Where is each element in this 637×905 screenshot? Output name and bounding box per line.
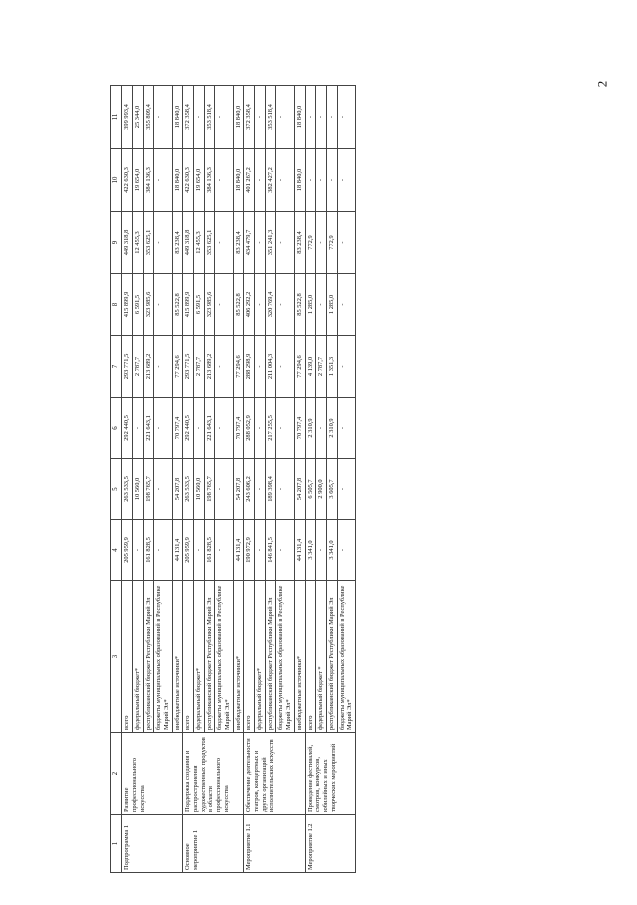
amount-cell: 382 427,2 [265,149,276,212]
amount-cell: 54 207,8 [172,459,183,520]
amount-cell: - [337,520,355,581]
amount-cell: - [154,86,172,149]
amount-cell: 77 294,6 [233,336,244,398]
amount-cell: 449 318,8 [122,212,133,274]
program-code-cell: Подпрограмма 1 [122,815,183,873]
amount-cell: 161 828,5 [143,520,154,581]
column-header: 2 [111,733,122,815]
funding-source-cell: внебюджетные источники* [294,581,305,733]
funding-source-cell: республиканский бюджет Республики Марий Эл [143,581,154,733]
amount-cell: 70 797,4 [172,398,183,459]
amount-cell: 146 841,5 [265,520,276,581]
funding-source-cell: республиканский бюджет Республики Марий Эл [265,581,276,733]
amount-cell: 372 358,4 [183,86,194,149]
amount-cell: 3 341,0 [326,520,337,581]
amount-cell: 422 630,3 [122,149,133,212]
amount-cell: 83 238,4 [294,212,305,274]
amount-cell: 384 136,3 [204,149,215,212]
amount-cell: - [215,149,233,212]
column-header: 9 [111,212,122,274]
program-title-cell: Поддержка создания и распространения художественных продуктов в области профессионального искусства [183,733,244,815]
program-code-cell: Мероприятие 1.1 [244,815,305,873]
amount-cell: 263 533,5 [122,459,133,520]
amount-cell: - [276,336,294,398]
amount-cell: 83 238,4 [172,212,183,274]
amount-cell: - [215,274,233,336]
amount-cell: - [255,520,266,581]
amount-cell: 77 294,6 [172,336,183,398]
amount-cell: - [215,212,233,274]
amount-cell: 323 985,6 [204,274,215,336]
amount-cell: - [337,336,355,398]
amount-cell: 2 310,9 [305,398,316,459]
amount-cell: - [326,149,337,212]
funding-source-cell: республиканский бюджет Республики Марий Эл [326,581,337,733]
amount-cell: - [132,520,143,581]
amount-cell: 292 440,5 [183,398,194,459]
column-header: 7 [111,336,122,398]
rotated-page-content [110,86,482,873]
amount-cell: 449 318,8 [183,212,194,274]
amount-cell: 323 985,6 [143,274,154,336]
amount-cell: - [215,86,233,149]
amount-cell: 10 560,0 [193,459,204,520]
amount-cell: 18 840,0 [294,86,305,149]
funding-source-cell: всего [305,581,316,733]
amount-cell: - [337,274,355,336]
amount-cell: 399 993,4 [122,86,133,149]
funding-source-cell: бюджеты муниципальных образований в Республике Марий Эл* [154,581,172,733]
funding-source-cell: бюджеты муниципальных образований в Республике Марий Эл* [276,581,294,733]
amount-cell: 221 643,1 [204,398,215,459]
amount-cell: 6 591,5 [193,274,204,336]
amount-cell: 10 560,0 [132,459,143,520]
amount-cell: 83 238,4 [233,212,244,274]
amount-cell: 19 654,0 [132,149,143,212]
amount-cell: 1 351,3 [326,336,337,398]
amount-cell: 2 310,9 [326,398,337,459]
amount-cell: - [316,212,327,274]
amount-cell: 288 052,9 [244,398,255,459]
amount-cell: 205 959,9 [122,520,133,581]
amount-cell: 12 455,3 [193,212,204,274]
amount-cell: 6 505,7 [305,459,316,520]
column-header: 10 [111,149,122,212]
column-header: 6 [111,398,122,459]
funding-source-cell: бюджеты муниципальных образований в Республике Марий Эл* [337,581,355,733]
amount-cell: 288 298,9 [244,336,255,398]
amount-cell: - [337,86,355,149]
amount-cell: 243 606,2 [244,459,255,520]
amount-cell: - [255,86,266,149]
amount-cell: 198 765,7 [204,459,215,520]
amount-cell: - [316,520,327,581]
rotated-table-area [110,86,482,873]
amount-cell: - [316,86,327,149]
program-code-cell: Мероприятие 1.2 [305,815,355,873]
amount-cell: 189 398,4 [265,459,276,520]
amount-cell: 6 591,5 [132,274,143,336]
amount-cell: - [154,274,172,336]
amount-cell: - [132,398,143,459]
amount-cell: 384 136,3 [143,149,154,212]
amount-cell: 353 625,1 [143,212,154,274]
amount-cell: 320 769,4 [265,274,276,336]
amount-cell: - [276,459,294,520]
funding-source-cell: бюджеты муниципальных образований в Республике Марий Эл* [215,581,233,733]
amount-cell: 772,9 [326,212,337,274]
amount-cell: - [154,398,172,459]
amount-cell: - [276,149,294,212]
funding-source-cell: внебюджетные источники* [172,581,183,733]
amount-cell: 415 899,9 [183,274,194,336]
amount-cell: - [193,398,204,459]
amount-cell: 205 959,9 [183,520,194,581]
amount-cell: 190 972,9 [244,520,255,581]
amount-cell: 85 522,8 [294,274,305,336]
amount-cell: 18 840,0 [294,149,305,212]
amount-cell: 77 294,6 [294,336,305,398]
amount-cell: 198 765,7 [143,459,154,520]
amount-cell: - [215,459,233,520]
column-header: 1 [111,815,122,873]
amount-cell: - [154,336,172,398]
amount-cell: 213 689,2 [143,336,154,398]
amount-cell: 211 004,3 [265,336,276,398]
table-row [244,86,255,873]
column-header: 11 [111,86,122,149]
amount-cell: 85 522,8 [172,274,183,336]
amount-cell: - [305,86,316,149]
amount-cell: 351 241,3 [265,212,276,274]
amount-cell: 772,9 [305,212,316,274]
amount-cell: 221 643,1 [143,398,154,459]
funding-source-cell: федеральный бюджет* [255,581,266,733]
amount-cell: - [215,398,233,459]
amount-cell: 263 533,5 [183,459,194,520]
amount-cell: 292 440,5 [122,398,133,459]
amount-cell: 85 522,8 [233,274,244,336]
column-header: 5 [111,459,122,520]
amount-cell: 70 797,4 [233,398,244,459]
amount-cell: 19 654,0 [193,149,204,212]
amount-cell: - [255,274,266,336]
amount-cell: 1 285,0 [326,274,337,336]
amount-cell: 3 341,0 [305,520,316,581]
amount-cell: 353 518,4 [204,86,215,149]
amount-cell: 434 479,7 [244,212,255,274]
amount-cell: - [154,520,172,581]
amount-cell: 293 771,5 [183,336,194,398]
funding-source-cell: всего [244,581,255,733]
table-row [122,86,133,873]
amount-cell: - [154,459,172,520]
amount-cell: - [255,336,266,398]
funding-source-cell: федеральный бюджет * [316,581,327,733]
funding-source-cell: республиканский бюджет Республики Марий Эл [204,581,215,733]
amount-cell: - [255,149,266,212]
table-row [183,86,194,873]
amount-cell: - [337,149,355,212]
page-number: 2 [594,80,610,88]
column-header: 8 [111,274,122,336]
column-header: 4 [111,520,122,581]
amount-cell: 353 518,4 [265,86,276,149]
amount-cell: - [276,398,294,459]
program-title-cell: Проведение фестивалей, смотров, конкурсов, юбилейных и иных творческих мероприятий [305,733,355,815]
amount-cell: 2 787,7 [193,336,204,398]
funding-source-cell: всего [122,581,133,733]
header-row [111,86,122,873]
amount-cell: - [255,398,266,459]
amount-cell: 213 689,2 [204,336,215,398]
amount-cell: - [337,212,355,274]
amount-cell: - [305,149,316,212]
amount-cell: 2 787,7 [132,336,143,398]
amount-cell: 18 840,0 [172,86,183,149]
amount-cell: 12 455,3 [132,212,143,274]
amount-cell: - [316,398,327,459]
amount-cell: - [215,336,233,398]
amount-cell: 44 131,4 [294,520,305,581]
amount-cell: - [255,459,266,520]
amount-cell: - [193,520,204,581]
amount-cell: - [337,398,355,459]
amount-cell: 1 285,0 [305,274,316,336]
amount-cell: 44 131,4 [233,520,244,581]
amount-cell: - [276,274,294,336]
amount-cell: 4 139,0 [305,336,316,398]
amount-cell: 18 840,0 [172,149,183,212]
program-title-cell: Обеспечение деятельности театров, концертных и других организаций исполнительских искусств [244,733,305,815]
budget-table [110,85,356,873]
amount-cell: 372 358,4 [244,86,255,149]
funding-source-cell: федеральный бюджет* [193,581,204,733]
amount-cell: 44 131,4 [172,520,183,581]
table-row [305,86,316,873]
amount-cell: 217 255,5 [265,398,276,459]
program-code-cell: Основное мероприятие 1 [183,815,244,873]
amount-cell: 2 787,7 [316,336,327,398]
amount-cell: 415 899,9 [122,274,133,336]
amount-cell: - [215,520,233,581]
amount-cell: 2 900,0 [316,459,327,520]
amount-cell: 422 630,3 [183,149,194,212]
amount-cell: 161 828,5 [204,520,215,581]
program-title-cell: Развитие профессионального искусства [122,733,183,815]
funding-source-cell: всего [183,581,194,733]
amount-cell: - [193,86,204,149]
amount-cell: - [316,274,327,336]
funding-source-cell: федеральный бюджет* [132,581,143,733]
amount-cell: - [154,212,172,274]
amount-cell: 18 840,0 [233,86,244,149]
amount-cell: - [255,212,266,274]
amount-cell: 355 809,4 [143,86,154,149]
amount-cell: 70 797,4 [294,398,305,459]
amount-cell: 406 292,2 [244,274,255,336]
amount-cell: - [326,86,337,149]
amount-cell: 293 771,5 [122,336,133,398]
funding-source-cell: внебюджетные источники* [233,581,244,733]
amount-cell: 353 625,1 [204,212,215,274]
amount-cell: - [276,520,294,581]
table-body [122,86,356,873]
amount-cell: - [337,459,355,520]
amount-cell: - [316,149,327,212]
amount-cell: 54 207,8 [233,459,244,520]
amount-cell: 54 207,8 [294,459,305,520]
column-header: 3 [111,581,122,733]
amount-cell: - [276,86,294,149]
amount-cell: 18 840,0 [233,149,244,212]
amount-cell: 25 344,0 [132,86,143,149]
amount-cell: - [276,212,294,274]
amount-cell: 401 267,2 [244,149,255,212]
amount-cell: - [154,149,172,212]
amount-cell: 3 605,7 [326,459,337,520]
